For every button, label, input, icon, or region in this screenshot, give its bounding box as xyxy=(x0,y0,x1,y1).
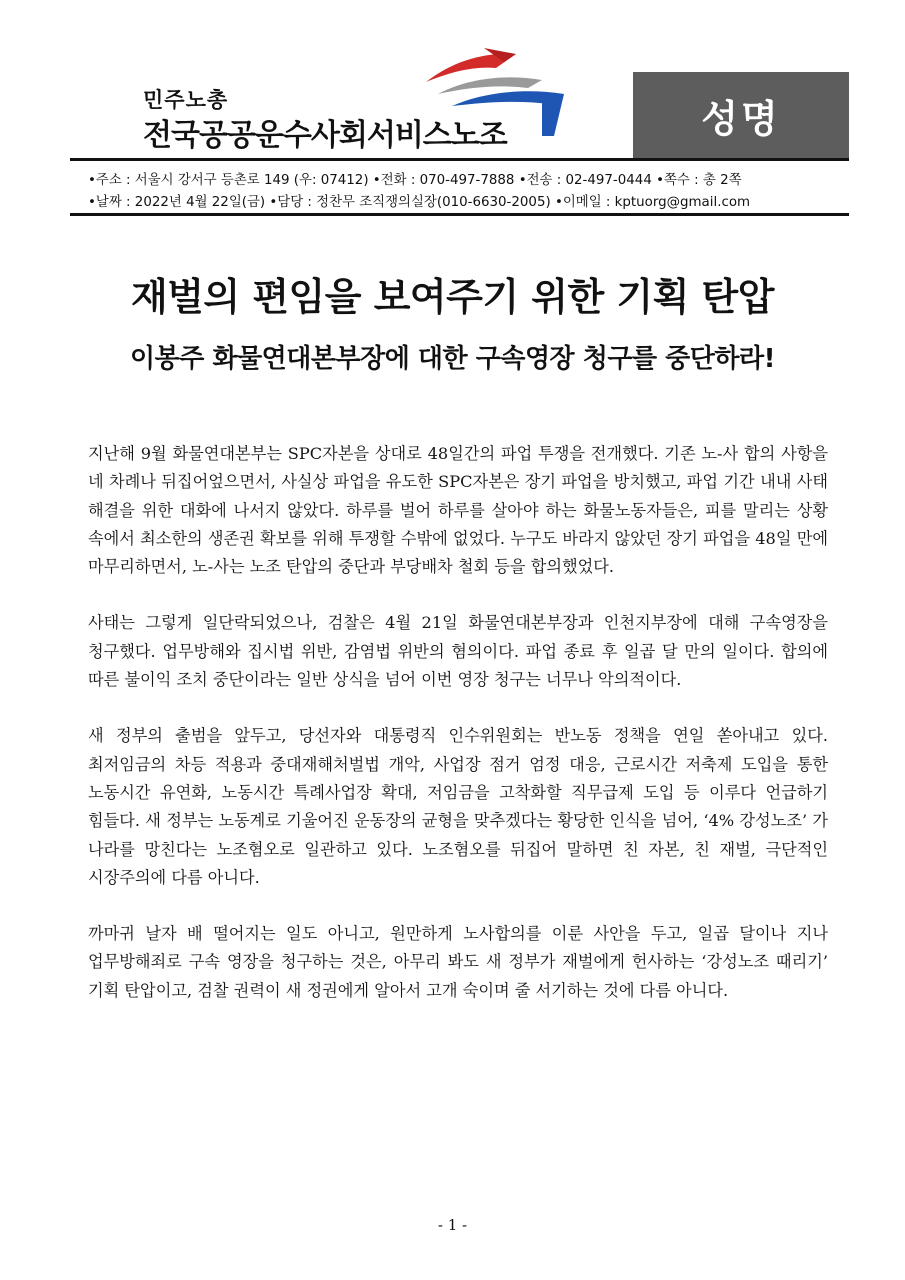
header-bottom-rule xyxy=(70,213,849,216)
contact-info-line-1: •주소 : 서울시 강서구 등촌로 149 (우: 07412) •전화 : 070-497-7888 •전송 : 02-497-0444 •쪽수 : 총 2쪽 xyxy=(88,173,742,188)
logo-blue-stripe-2 xyxy=(542,94,564,136)
header-top-rule xyxy=(70,158,849,161)
paragraph-4: 까마귀 날자 배 떨어지는 일도 아니고, 원만하게 노사합의를 이룬 사안을 두고, 일곱 달이나 지나 업무방해죄로 구속 영장을 청구하는 것은, 아무리 봐도 새 정부가 재벌에게 헌사하는 ‘강성노조 때리기’ 기획 탄압이고, 검찰 권력이 새 정권에게 알아서 고개 숙이며 줄 서기하는 것에 다름 아니다. xyxy=(88,924,828,1000)
document-subtitle: 이봉주 화물연대본부장에 대한 구속영장 청구를 중단하라! xyxy=(130,344,775,374)
paragraph-2: 사태는 그렇게 일단락되었으나, 검찰은 4월 21일 화물연대본부장과 인천지부장에 대해 구속영장을 청구했다. 업무방해와 집시법 위반, 감염법 위반의 혐의이다. 파업 종료 후 일곱 달 만의 일이다. 합의에 따른 불이익 조치 중단이라는 일반 상식을 넘어 이번 영장 청구는 너무나 악의적이다. xyxy=(88,613,828,690)
document-title: 재벌의 편임을 보여주기 위한 기획 탄압 xyxy=(131,275,774,319)
statement-badge: 성명 xyxy=(633,72,849,158)
union-logo-icon xyxy=(424,46,566,138)
document-body xyxy=(88,440,828,1033)
contact-info-line-2: •날짜 : 2022년 4월 22일(금) •담당 : 정찬무 조직쟁의실장(010-6630-2005) •이메일 : kptuorg@gmail.com xyxy=(88,195,751,210)
page-number: - 1 - xyxy=(437,1216,468,1234)
org-name-full: 전국공공운수사회서비스노조 xyxy=(143,118,507,153)
org-name-small: 민주노총 xyxy=(143,88,229,112)
paragraph-3: 새 정부의 출범을 앞두고, 당선자와 대통령직 인수위원회는 반노동 정책을 연일 쏟아내고 있다. 최저임금의 차등 적용과 중대재해처벌법 개악, 사업장 점거 엄정 대응, 근로시간 저축제 도입을 통한 노동시간 유연화, 노동시간 특례사업장 확대, 저임금을 고착화할 직무급제 도입 등 이루다 언급하기 힘들다. 새 정부는 노동계로 기울어진 운동장의 균형을 맞추겠다는 황당한 인식을 넘어, ‘4% 강성노조’ 가 나라를 망친다는 노조혐오로 일관하고 있다. 노조혐오를 뒤집어 말하면 친 자본, 친 재벌, 극단적인 시장주의에 다름 아니다. xyxy=(88,726,828,887)
paragraph-1: 지난해 9월 화물연대본부는 SPC자본을 상대로 48일간의 파업 투쟁을 전개했다. 기존 노-사 합의 사항을 네 차례나 뒤집어엎으면서, 사실상 파업을 유도한 SPC자본은 장기 파업을 방치했고, 파업 기간 내내 사태 해결을 위한 대화에 나서지 않았다. 하루를 벌어 하루를 살아야 하는 화물노동자들은, 피를 말리는 상황 속에서 최소한의 생존권 확보를 위해 투쟁할 수밖에 없었다. 누구도 바라지 않았던 장기 파업을 48일 만에 마무리하면서, 노-사는 노조 탄압의 중단과 부당배차 철회 등을 합의했었다. xyxy=(88,444,828,577)
